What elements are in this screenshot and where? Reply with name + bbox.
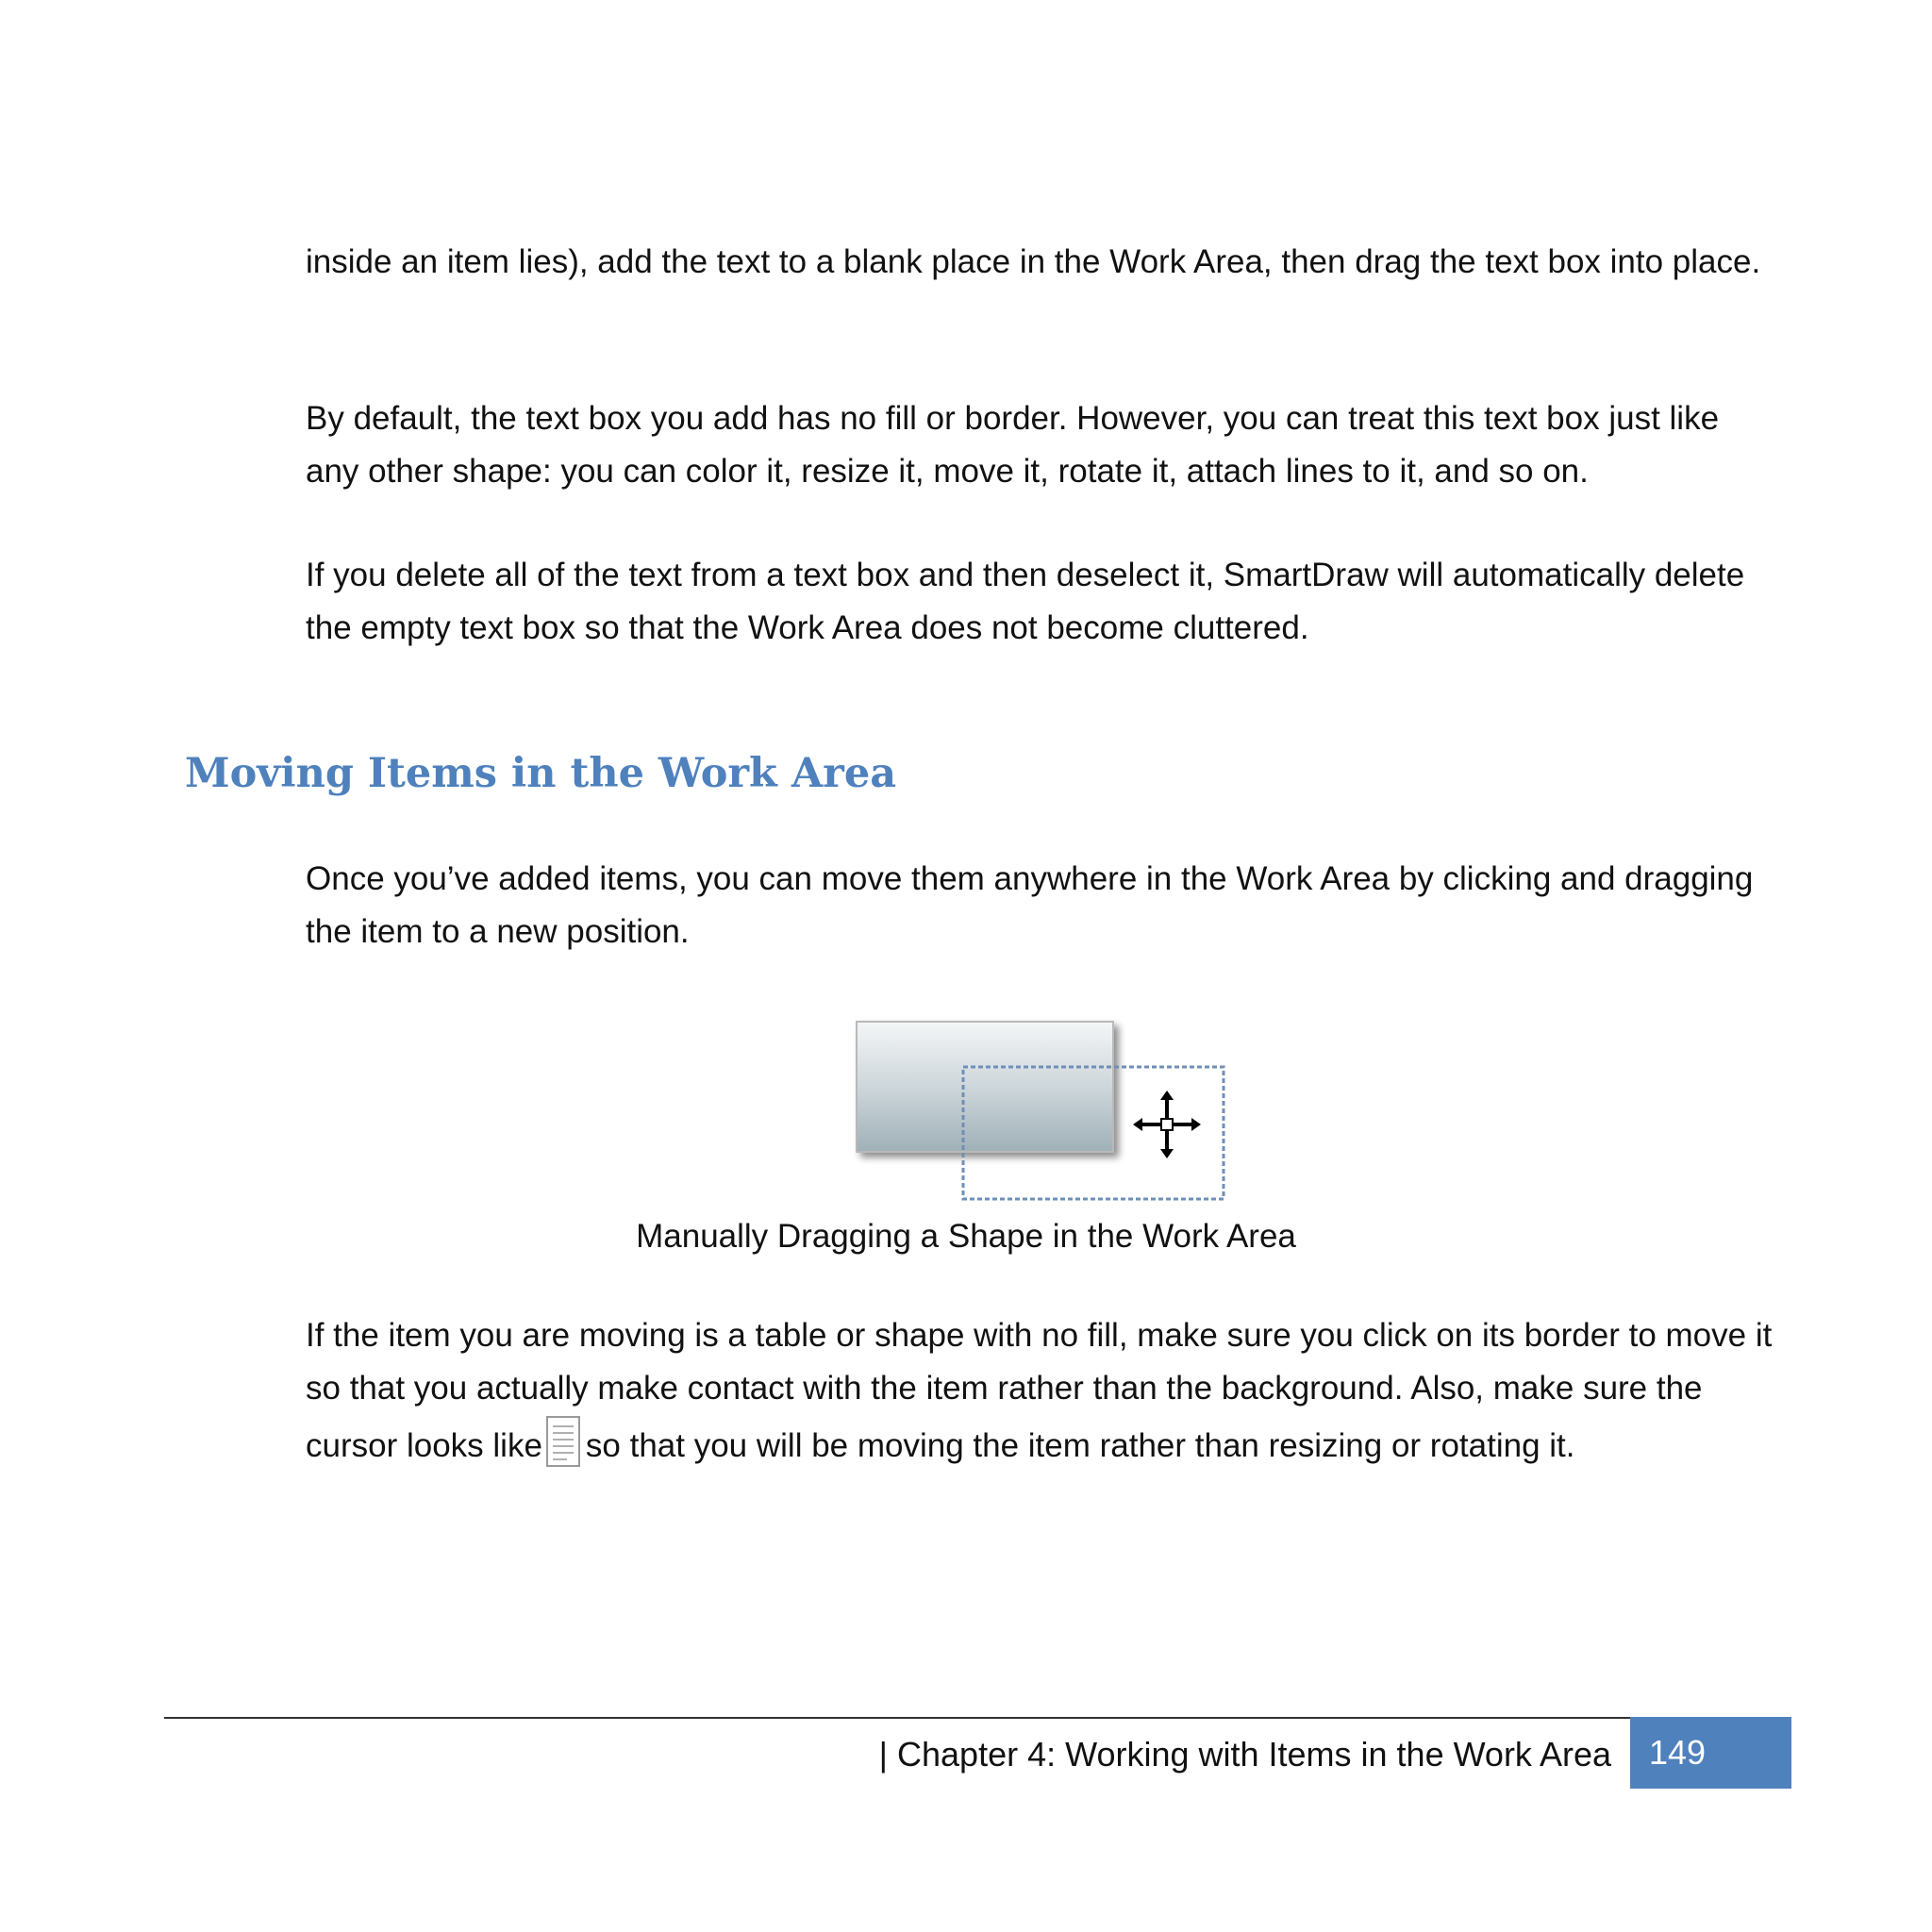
paragraph-continued: inside an item lies), add the text to a blank place in the Work Area, then drag the text box into place.: [306, 243, 1761, 280]
dragging-shape-illustration: [849, 1014, 1245, 1212]
figure-caption: Manually Dragging a Shape in the Work Area: [636, 1218, 1296, 1255]
original-shape: [857, 1022, 1113, 1152]
page-number: 149: [1630, 1717, 1791, 1789]
footer-divider: [164, 1717, 1791, 1719]
missing-image-icon: [546, 1415, 580, 1468]
paragraph-border-and-cursor: [306, 1309, 1777, 1473]
section-heading: Moving Items in the Work Area: [185, 750, 897, 797]
paragraph-moving-items: Once you’ve added items, you can move them anywhere in the Work Area by clicking and dragging the item to a new position.: [306, 860, 1754, 950]
footer-chapter-title: | Chapter 4: Working with Items in the Work Area: [878, 1735, 1611, 1774]
paragraph-border-part-a: If the item you are moving is a table or shape with no fill, make sure you click on its border to move it so that you actually make contact with the item rather than the background. Also, make sure the cursor looks like: [306, 1317, 1773, 1464]
paragraph-default-text-box: By default, the text box you add has no fill or border. However, you can treat this text box just like any other shape: you can color it, resize it, move it, rotate it, attach lines to it, and so on.: [306, 400, 1720, 490]
dragging-shape-figure: [849, 1014, 1245, 1212]
paragraph-border-part-b: so that you will be moving the item rather than resizing or rotating it.: [585, 1427, 1575, 1464]
paragraph-delete-text-box: If you delete all of the text from a text box and then deselect it, SmartDraw will automatically delete the empty text box so that the Work Area does not become cluttered.: [306, 557, 1745, 646]
move-cursor-icon: [1133, 1091, 1201, 1158]
